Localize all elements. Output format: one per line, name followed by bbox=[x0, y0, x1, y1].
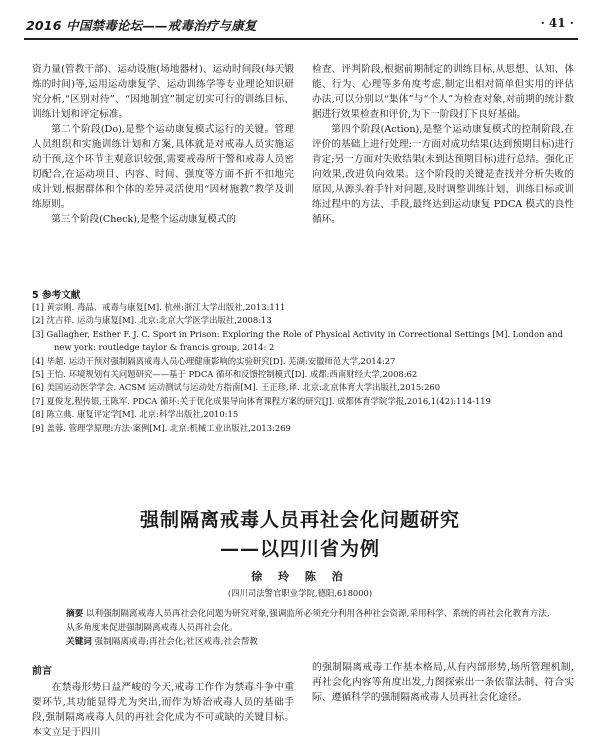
paragraph: 第四个阶段(Action),是整个运动康复模式的控制阶段,在评价的基础上进行处理:一方面对成功结果(达到预期目标)进行肯定;另一方面对失败结果(未到达预期目标)进行总结。强化正向效果,改进负向效果。这个阶段的关键是查找并分析失败的原因,从源头着手针对问题,及时调整训练计划、训练目标或训练过程中的方法、手段,最终达到运动康复 PDCA 模式的良性循环。 bbox=[312, 124, 574, 225]
abstract bbox=[66, 608, 550, 635]
keywords-label: 关键词 bbox=[66, 637, 92, 647]
reference-item: [2] 沈吉祥. 运动与康复[M]. 北京:北京大学医学出版社,2008:13 bbox=[32, 315, 272, 326]
paragraph: 检查、评判阶段,根据前期制定的训练目标,从思想、认知、体能、行为、心理等多角度考虑,制定出相对简单但实用的评估办法,可以分别以“集体”与“个人”为检查对象,对前期的统计数据进行效果检查和评价,为下一阶段打下良好基础。 bbox=[312, 64, 574, 120]
paragraph: 第三个阶段(Check),是整个运动康复模式的 bbox=[51, 214, 237, 225]
reference-item: [6] 美国运动医学学会. ACSM 运动测试与运动处方指南[M]. 王正珍,译. 北京:北京体育大学出版社,2015:260 bbox=[32, 382, 441, 393]
upper-right-column bbox=[312, 62, 574, 227]
section-heading: 前言 bbox=[32, 666, 52, 677]
title-line: 强制隔离戒毒人员再社会化问题研究 bbox=[139, 509, 460, 531]
subtitle-line: ——以四川省为例 bbox=[219, 538, 380, 560]
upper-left-column bbox=[32, 62, 294, 227]
keywords-text: 强制隔离戒毒;再社会化;社区戒毒;社会帮教 bbox=[94, 637, 258, 647]
paragraph: 的强制隔离戒毒工作基本格局,从有内部形势,场所管理机制,再社会化内容等角度出发,力图探索出一条依靠法制、符合实际、遵循科学的强制隔离戒毒人员再社会化途径。 bbox=[312, 662, 574, 703]
authors: 徐 玲 陈 治 bbox=[251, 570, 349, 583]
affiliation: (四川司法警官职业学院,德阳,618000) bbox=[227, 588, 373, 598]
reference-list bbox=[32, 301, 577, 435]
reference-item: [4] 毕超. 运动干预对强制隔离戒毒人员心理健康影响的实验研究[D]. 芜湖:安徽师范大学,2014:27 bbox=[32, 355, 396, 366]
abstract-text: 以利强制隔离戒毒人员再社会化问题为研究对象,强调监所必须充分利用各种社会资源,采用科学、系统的再社会化教育方法,从多角度来促进强制隔离戒毒人员再社会化。 bbox=[66, 609, 550, 633]
references-heading: 5 参考文献 bbox=[32, 290, 81, 301]
abstract-label: 摘要 bbox=[66, 609, 84, 619]
reference-item: [5] 王怡. 环境规划有关问题研究——基于 PDCA 循环和反馈控制模式[D]. 成都:西南财经大学,2008:62 bbox=[32, 369, 418, 380]
article-title bbox=[0, 506, 600, 564]
reference-item: [3] Gallagher, Esther F. J. C. Sport in Prison: Exploring the Role of Physical Activity in Correctional Settings [M]. London and new york: routledge taylor & francis group, 2014: 2 bbox=[32, 328, 563, 353]
reference-item: [8] 陈立典. 康复评定学[M]. 北京:科学出版社,2010:15 bbox=[32, 409, 239, 420]
paragraph: 第二个阶段(Do),是整个运动康复模式运行的关键。管理人员组织和实施训练计划和方案,具体就是对戒毒人员实施运动干预,这个环节主观意识较强,需要戒毒所干警和戒毒人员密切配合,在运动项目、内容、时间、强度等方面不折不扣地完成计划,根据群体和个体的差异灵活使用“因材施教”教学及训练原则。 bbox=[32, 124, 294, 210]
reference-item: [1] 黄宗刚. 毒品、戒毒与康复[M]. 杭州:浙江大学出版社,2013:111 bbox=[32, 302, 286, 312]
running-header bbox=[24, 10, 578, 40]
keywords bbox=[66, 636, 550, 650]
reference-item: [7] 夏俊龙,程传银,王陈军. PDCA 循环:关于优化成果导向体育课程方案的研究[J]. 成都体育学院学报,2016,1(42):114-119 bbox=[32, 395, 491, 406]
reference-item: [9] 盖蓉. 管理学原理:方法·案例[M]. 北京:机械工业出版社,2013:269 bbox=[32, 422, 291, 433]
body-right-column bbox=[312, 660, 574, 705]
page-number: · 41 · bbox=[540, 16, 574, 30]
journal-title: 2016 中国禁毒论坛——戒毒治疗与康复 bbox=[26, 18, 257, 33]
paragraph: 在禁毒形势日益严峻的今天,戒毒工作作为禁毒斗争中重要环节,其功能显得尤为突出,而作为矫治戒毒人员的基础手段,强制隔离戒毒人员的再社会化成为不可或缺的关键目标。本文立足于四川 bbox=[32, 682, 294, 738]
body-left-column bbox=[32, 680, 294, 740]
paragraph: 资力量(管教干部)、运动设施(场地器材)、运动时间段(每天锻炼的时间)等,运用运动康复学、运动训练学等专业理论知识研究分析,“区别对待”、“因地制宜”制定切实可行的训练目标、训练计划和评定标准。 bbox=[32, 64, 294, 120]
